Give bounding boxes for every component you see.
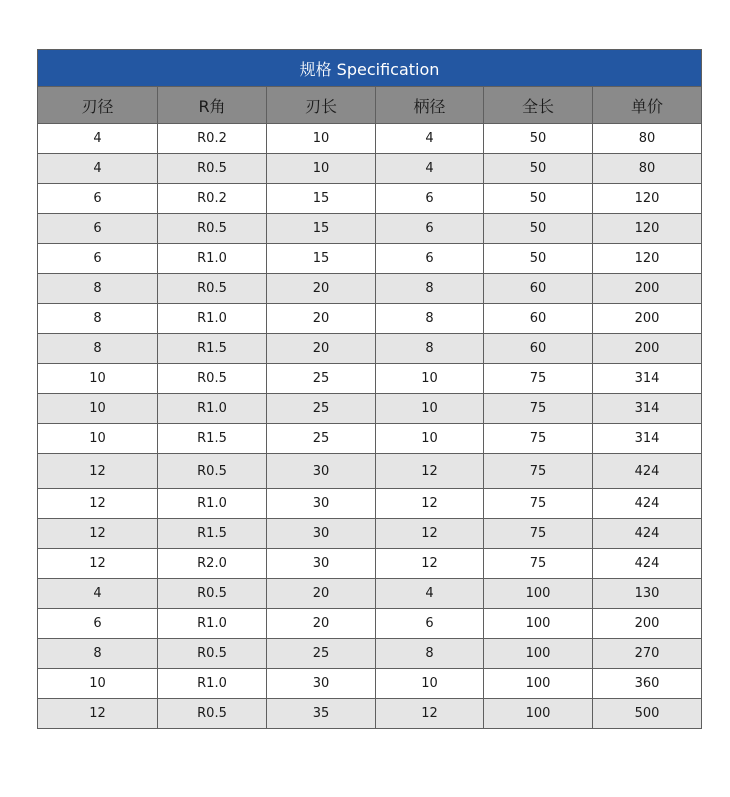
header-corner-radius: R角 xyxy=(158,87,267,124)
cell-corner-radius: R1.0 xyxy=(158,489,267,519)
cell-cutting-length: 20 xyxy=(267,579,376,609)
cell-shank-diameter: 12 xyxy=(376,489,484,519)
cell-shank-diameter: 8 xyxy=(376,334,484,364)
cell-corner-radius: R0.5 xyxy=(158,454,267,489)
cell-shank-diameter: 8 xyxy=(376,274,484,304)
cell-cutting-length: 30 xyxy=(267,549,376,579)
cell-cutting-diameter: 10 xyxy=(38,364,158,394)
table-row xyxy=(38,669,702,699)
cell-cutting-length: 10 xyxy=(267,124,376,154)
cell-shank-diameter: 12 xyxy=(376,454,484,489)
table-row xyxy=(38,244,702,274)
cell-shank-diameter: 4 xyxy=(376,154,484,184)
cell-unit-price: 80 xyxy=(593,124,702,154)
cell-unit-price: 120 xyxy=(593,184,702,214)
cell-cutting-diameter: 4 xyxy=(38,579,158,609)
cell-cutting-diameter: 12 xyxy=(38,454,158,489)
cell-corner-radius: R0.2 xyxy=(158,184,267,214)
cell-cutting-diameter: 10 xyxy=(38,424,158,454)
cell-shank-diameter: 12 xyxy=(376,699,484,729)
cell-corner-radius: R1.5 xyxy=(158,424,267,454)
header-unit-price: 单价 xyxy=(593,87,702,124)
table-row xyxy=(38,274,702,304)
cell-cutting-length: 20 xyxy=(267,274,376,304)
table-title: 规格 Specification xyxy=(38,50,702,87)
cell-shank-diameter: 6 xyxy=(376,244,484,274)
cell-overall-length: 100 xyxy=(484,609,593,639)
cell-cutting-length: 25 xyxy=(267,424,376,454)
cell-cutting-diameter: 12 xyxy=(38,549,158,579)
cell-overall-length: 100 xyxy=(484,579,593,609)
cell-corner-radius: R2.0 xyxy=(158,549,267,579)
cell-cutting-length: 15 xyxy=(267,214,376,244)
specification-table xyxy=(37,49,702,729)
cell-shank-diameter: 4 xyxy=(376,579,484,609)
cell-unit-price: 314 xyxy=(593,394,702,424)
cell-cutting-diameter: 6 xyxy=(38,214,158,244)
cell-shank-diameter: 6 xyxy=(376,609,484,639)
cell-unit-price: 200 xyxy=(593,274,702,304)
cell-cutting-length: 30 xyxy=(267,454,376,489)
cell-unit-price: 200 xyxy=(593,609,702,639)
header-shank-diameter: 柄径 xyxy=(376,87,484,124)
cell-cutting-length: 35 xyxy=(267,699,376,729)
table-row xyxy=(38,609,702,639)
table-row xyxy=(38,639,702,669)
cell-unit-price: 314 xyxy=(593,364,702,394)
cell-cutting-diameter: 8 xyxy=(38,639,158,669)
cell-unit-price: 424 xyxy=(593,454,702,489)
cell-corner-radius: R1.0 xyxy=(158,394,267,424)
cell-overall-length: 50 xyxy=(484,124,593,154)
cell-corner-radius: R0.5 xyxy=(158,699,267,729)
cell-cutting-diameter: 4 xyxy=(38,124,158,154)
cell-shank-diameter: 8 xyxy=(376,304,484,334)
cell-unit-price: 80 xyxy=(593,154,702,184)
cell-unit-price: 360 xyxy=(593,669,702,699)
table-row xyxy=(38,394,702,424)
table-row xyxy=(38,454,702,489)
cell-cutting-diameter: 4 xyxy=(38,154,158,184)
cell-corner-radius: R0.5 xyxy=(158,364,267,394)
table-row xyxy=(38,334,702,364)
cell-unit-price: 130 xyxy=(593,579,702,609)
cell-corner-radius: R0.5 xyxy=(158,579,267,609)
cell-shank-diameter: 12 xyxy=(376,549,484,579)
table-row xyxy=(38,424,702,454)
table-row xyxy=(38,519,702,549)
cell-shank-diameter: 8 xyxy=(376,639,484,669)
cell-cutting-length: 25 xyxy=(267,639,376,669)
cell-cutting-length: 20 xyxy=(267,334,376,364)
table-row xyxy=(38,184,702,214)
cell-cutting-length: 20 xyxy=(267,609,376,639)
cell-overall-length: 75 xyxy=(484,424,593,454)
cell-shank-diameter: 10 xyxy=(376,394,484,424)
table-row xyxy=(38,304,702,334)
cell-shank-diameter: 12 xyxy=(376,519,484,549)
table-row xyxy=(38,124,702,154)
cell-cutting-diameter: 12 xyxy=(38,519,158,549)
cell-cutting-length: 10 xyxy=(267,154,376,184)
cell-unit-price: 270 xyxy=(593,639,702,669)
cell-overall-length: 60 xyxy=(484,274,593,304)
table-body xyxy=(38,124,702,729)
cell-unit-price: 120 xyxy=(593,244,702,274)
table-row xyxy=(38,364,702,394)
cell-cutting-diameter: 12 xyxy=(38,489,158,519)
cell-overall-length: 60 xyxy=(484,304,593,334)
cell-overall-length: 100 xyxy=(484,639,593,669)
cell-cutting-length: 15 xyxy=(267,244,376,274)
cell-overall-length: 75 xyxy=(484,394,593,424)
cell-corner-radius: R0.2 xyxy=(158,124,267,154)
cell-shank-diameter: 6 xyxy=(376,184,484,214)
cell-overall-length: 50 xyxy=(484,214,593,244)
cell-overall-length: 75 xyxy=(484,364,593,394)
cell-shank-diameter: 10 xyxy=(376,424,484,454)
cell-unit-price: 120 xyxy=(593,214,702,244)
cell-unit-price: 500 xyxy=(593,699,702,729)
cell-cutting-diameter: 6 xyxy=(38,184,158,214)
cell-cutting-diameter: 12 xyxy=(38,699,158,729)
cell-unit-price: 424 xyxy=(593,519,702,549)
cell-cutting-diameter: 6 xyxy=(38,609,158,639)
cell-shank-diameter: 10 xyxy=(376,364,484,394)
cell-cutting-diameter: 10 xyxy=(38,394,158,424)
cell-cutting-diameter: 8 xyxy=(38,334,158,364)
cell-corner-radius: R0.5 xyxy=(158,214,267,244)
header-cutting-diameter: 刃径 xyxy=(38,87,158,124)
title-row xyxy=(38,50,702,87)
cell-overall-length: 60 xyxy=(484,334,593,364)
table-row xyxy=(38,549,702,579)
cell-cutting-length: 30 xyxy=(267,519,376,549)
cell-overall-length: 75 xyxy=(484,519,593,549)
header-row xyxy=(38,87,702,124)
cell-unit-price: 314 xyxy=(593,424,702,454)
table-row xyxy=(38,489,702,519)
header-cutting-length: 刃长 xyxy=(267,87,376,124)
cell-corner-radius: R0.5 xyxy=(158,639,267,669)
cell-corner-radius: R1.5 xyxy=(158,334,267,364)
cell-corner-radius: R1.5 xyxy=(158,519,267,549)
cell-corner-radius: R1.0 xyxy=(158,669,267,699)
cell-corner-radius: R0.5 xyxy=(158,274,267,304)
cell-corner-radius: R1.0 xyxy=(158,304,267,334)
cell-overall-length: 75 xyxy=(484,454,593,489)
cell-overall-length: 100 xyxy=(484,699,593,729)
table-row xyxy=(38,699,702,729)
cell-cutting-diameter: 6 xyxy=(38,244,158,274)
cell-shank-diameter: 10 xyxy=(376,669,484,699)
cell-unit-price: 424 xyxy=(593,549,702,579)
table-row xyxy=(38,579,702,609)
cell-unit-price: 424 xyxy=(593,489,702,519)
cell-shank-diameter: 6 xyxy=(376,214,484,244)
cell-unit-price: 200 xyxy=(593,304,702,334)
cell-cutting-length: 15 xyxy=(267,184,376,214)
cell-overall-length: 50 xyxy=(484,184,593,214)
header-overall-length: 全长 xyxy=(484,87,593,124)
cell-cutting-length: 30 xyxy=(267,669,376,699)
cell-cutting-length: 20 xyxy=(267,304,376,334)
table-row xyxy=(38,154,702,184)
cell-corner-radius: R1.0 xyxy=(158,609,267,639)
cell-shank-diameter: 4 xyxy=(376,124,484,154)
table-row xyxy=(38,214,702,244)
cell-cutting-length: 25 xyxy=(267,364,376,394)
cell-cutting-length: 25 xyxy=(267,394,376,424)
cell-unit-price: 200 xyxy=(593,334,702,364)
cell-cutting-length: 30 xyxy=(267,489,376,519)
cell-overall-length: 50 xyxy=(484,244,593,274)
cell-overall-length: 50 xyxy=(484,154,593,184)
cell-overall-length: 75 xyxy=(484,549,593,579)
cell-overall-length: 100 xyxy=(484,669,593,699)
cell-cutting-diameter: 10 xyxy=(38,669,158,699)
cell-overall-length: 75 xyxy=(484,489,593,519)
cell-cutting-diameter: 8 xyxy=(38,274,158,304)
cell-corner-radius: R0.5 xyxy=(158,154,267,184)
cell-corner-radius: R1.0 xyxy=(158,244,267,274)
cell-cutting-diameter: 8 xyxy=(38,304,158,334)
